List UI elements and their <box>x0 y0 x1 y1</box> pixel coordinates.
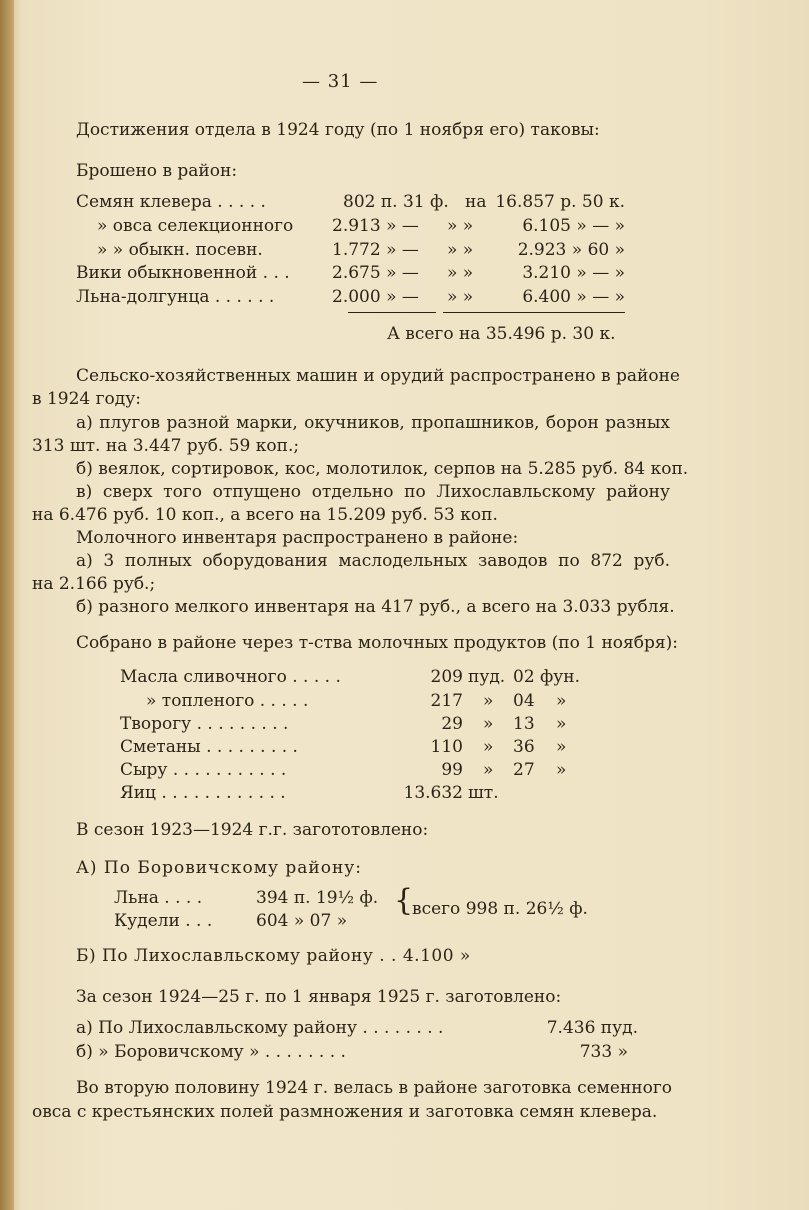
seed-name: » овса селекционного <box>97 216 294 236</box>
dairy-qty2: 02 <box>513 667 535 687</box>
dairy-name: Сыру . . . . . . . . . . . <box>120 760 287 780</box>
text-line: а) 3 полных оборудования маслодельных заводов по 872 руб. <box>76 551 670 571</box>
borovichi-heading: А) По Боровичскому району: <box>76 858 363 878</box>
dairy-name: Творогу . . . . . . . . . <box>120 714 289 734</box>
text-line: в) сверх того отпущено отдельно по Лихославльскому району <box>76 482 670 502</box>
dairy-qty2: 13 <box>513 714 535 734</box>
text-line: б) разного мелкого инвентаря на 417 руб., а всего на 3.033 рубля. <box>76 597 675 617</box>
seed-na: » » <box>447 287 474 307</box>
dairy-unit: » <box>483 737 494 757</box>
season2-value: 7.436 пуд. <box>546 1018 638 1038</box>
text-line: в 1924 году: <box>32 389 141 409</box>
dairy-qty: 217 <box>430 691 463 711</box>
dairy-name: » топленого . . . . . <box>146 691 309 711</box>
dairy-qty: 209 <box>430 667 463 687</box>
dairy-name: Сметаны . . . . . . . . . <box>120 737 298 757</box>
season2-value: 733 » <box>579 1042 628 1062</box>
brace-icon: { <box>394 883 414 918</box>
seed-qty: 2.000 » — <box>332 287 419 307</box>
flax-total: всего 998 п. 26½ ф. <box>412 899 588 919</box>
dairy-qty2: 36 <box>513 737 535 757</box>
dairy-unit2: » <box>556 714 567 734</box>
dairy-unit2: » <box>556 691 567 711</box>
text-line: б) веялок, сортировок, кос, молотилок, серпов на 5.285 руб. 84 коп. <box>76 459 689 479</box>
seed-name: Вики обыкновенной . . . <box>76 263 290 283</box>
season2-row: б) » Боровичскому » . . . . . . . . <box>76 1042 346 1062</box>
seed-name: Льна-долгунца . . . . . . <box>76 287 275 307</box>
intro-line: Достижения отдела в 1924 году (по 1 ноября его) таковы: <box>76 120 600 140</box>
seed-na: » » <box>447 263 474 283</box>
dairy-unit: » <box>483 714 494 734</box>
tow-qty: 604 » 07 » <box>256 911 348 931</box>
seed-qty: 1.772 » — <box>332 240 419 260</box>
seed-sum: 16.857 р. 50 к. <box>495 192 625 212</box>
seed-na: » » <box>447 240 474 260</box>
dairy-qty2: 04 <box>513 691 535 711</box>
text-line: Сельско-хозяйственных машин и орудий распространено в районе <box>76 366 680 386</box>
season1-heading: В сезон 1923—1924 г.г. загототовлено: <box>76 820 429 840</box>
page-binding-edge <box>0 0 14 1210</box>
dairy-qty: 110 <box>430 737 463 757</box>
seed-na: » » <box>447 216 474 236</box>
tow-name: Кудели . . . <box>114 911 213 931</box>
dairy-qty: 99 <box>441 760 463 780</box>
sum-underline <box>443 312 625 313</box>
text-line: на 6.476 руб. 10 коп., а всего на 15.209 руб. 53 коп. <box>32 505 498 525</box>
dairy-name: Масла сливочного . . . . . <box>120 667 341 687</box>
seed-qty: 802 п. 31 ф. <box>343 192 449 212</box>
seeds-total: А всего на 35.496 р. 30 к. <box>387 324 616 344</box>
text-line: а) плугов разной марки, окучников, пропашников, борон разных <box>76 413 670 433</box>
seed-qty: 2.675 » — <box>332 263 419 283</box>
text-line: 313 шт. на 3.447 руб. 59 коп.; <box>32 436 300 456</box>
season2-heading: За сезон 1924—25 г. по 1 января 1925 г. заготовлено: <box>76 987 562 1007</box>
seed-qty: 2.913 » — <box>332 216 419 236</box>
dairy-unit2: » <box>556 737 567 757</box>
seed-name: Семян клевера . . . . . <box>76 192 266 212</box>
closing-line: Во вторую половину 1924 г. велась в районе заготовка семенного <box>76 1078 672 1098</box>
dairy-unit: пуд. <box>468 667 506 687</box>
dairy-unit2: фун. <box>540 667 581 687</box>
text-line: Молочного инвентаря распространено в районе: <box>76 528 519 548</box>
text-line: на 2.166 руб.; <box>32 574 156 594</box>
dairy-heading: Собрано в районе через т-ства молочных продуктов (по 1 ноября): <box>76 633 678 653</box>
sum-underline <box>348 312 436 313</box>
seed-sum: 6.105 » — » <box>522 216 625 236</box>
dairy-name: Яиц . . . . . . . . . . . . <box>120 783 286 803</box>
sown-heading: Брошено в район: <box>76 161 238 181</box>
dairy-unit2: » <box>556 760 567 780</box>
flax-name: Льна . . . . <box>114 888 203 908</box>
dairy-unit: » <box>483 760 494 780</box>
seed-sum: 2.923 » 60 » <box>517 240 625 260</box>
page-number: — 31 — <box>302 71 379 92</box>
flax-qty: 394 п. 19½ ф. <box>256 888 379 908</box>
dairy-qty: 29 <box>441 714 463 734</box>
dairy-unit: » <box>483 691 494 711</box>
seed-sum: 6.400 » — » <box>522 287 625 307</box>
seed-name: » » обыкн. посевн. <box>97 240 263 260</box>
dairy-qty: 13.632 <box>403 783 463 803</box>
season2-row: а) По Лихославльскому району . . . . . . . . <box>76 1018 444 1038</box>
dairy-qty2: 27 <box>513 760 535 780</box>
dairy-unit: шт. <box>468 783 499 803</box>
seed-sum: 3.210 » — » <box>522 263 625 283</box>
closing-line: овса с крестьянских полей размножения и заготовка семян клевера. <box>32 1102 658 1122</box>
likhoslavl-line: Б) По Лихославльскому району . . 4.100 » <box>76 946 471 966</box>
seed-na: на <box>465 192 487 212</box>
